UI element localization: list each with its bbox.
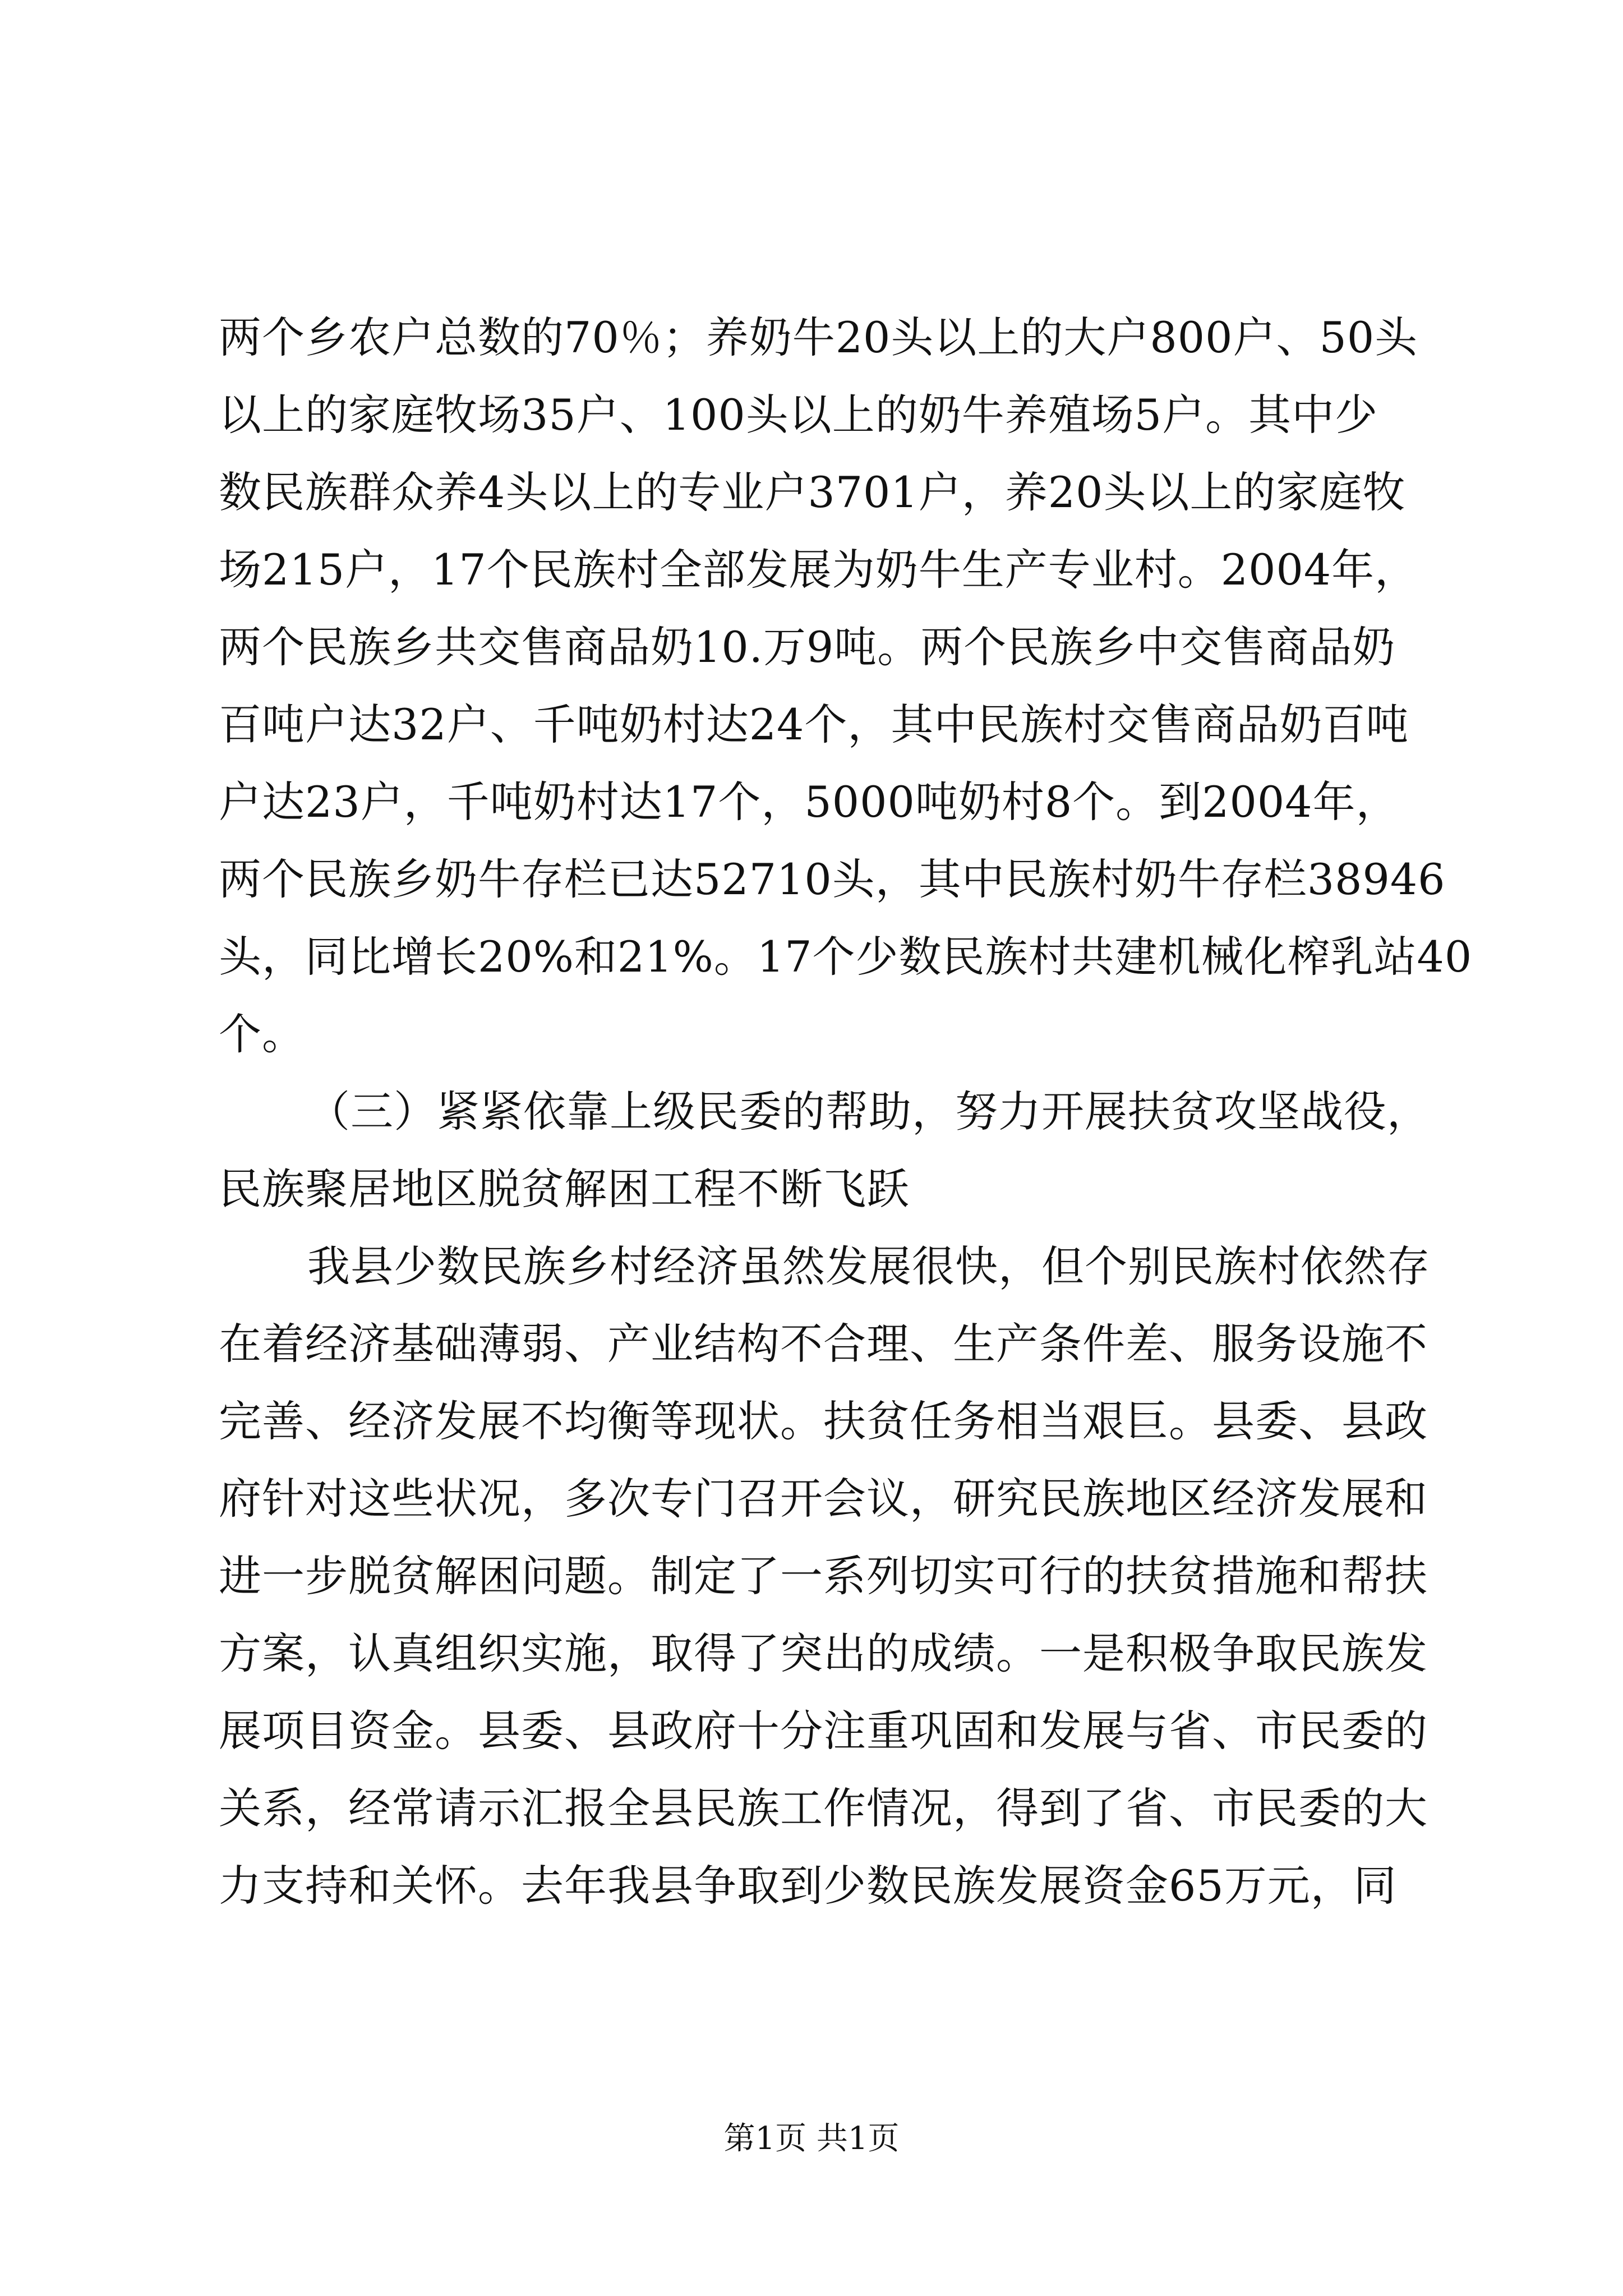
section-heading-continued: 民族聚居地区脱贫解困工程不断飞跃	[219, 1164, 910, 1214]
text-line: 百吨户达32户、千吨奶村达24个，其中民族村交售商品奶百吨	[219, 700, 1409, 749]
text-line: 关系，经常请示汇报全县民族工作情况，得到了省、市民委的大	[219, 1783, 1428, 1833]
text-line: 方案，认真组织实施，取得了突出的成绩。一是积极争取民族发	[219, 1628, 1428, 1678]
text-line: 两个乡农户总数的70％；养奶牛20头以上的大户800户、50头	[219, 312, 1418, 362]
paragraph-start-line: 我县少数民族乡村经济虽然发展很快，但个别民族村依然存	[307, 1241, 1430, 1291]
text-line: 在着经济基础薄弱、产业结构不合理、生产条件差、服务设施不	[219, 1319, 1428, 1369]
text-line: 两个民族乡共交售商品奶10.万9吨。两个民族乡中交售商品奶	[219, 622, 1396, 672]
text-line: 头，同比增长20%和21%。17个少数民族村共建机械化榨乳站40	[219, 932, 1473, 982]
text-line: 户达23户，千吨奶村达17个，5000吨奶村8个。到2004年，	[219, 777, 1399, 827]
text-line: 进一步脱贫解困问题。制定了一系列切实可行的扶贫措施和帮扶	[219, 1551, 1428, 1601]
text-line: 府针对这些状况，多次专门召开会议，研究民族地区经济发展和	[219, 1474, 1428, 1524]
text-line: 以上的家庭牧场35户、100头以上的奶牛养殖场5户。其中少	[219, 390, 1378, 440]
text-line: 力支持和关怀。去年我县争取到少数民族发展资金65万元，同	[219, 1861, 1397, 1911]
section-heading: （三）紧紧依靠上级民委的帮助，努力开展扶贫攻坚战役，	[307, 1087, 1430, 1137]
page-footer: 第1页 共1页	[723, 2120, 900, 2157]
text-line: 完善、经济发展不均衡等现状。扶贫任务相当艰巨。县委、县政	[219, 1396, 1428, 1446]
text-line: 数民族群众养4头以上的专业户3701户，养20头以上的家庭牧	[219, 467, 1406, 517]
text-line: 两个民族乡奶牛存栏已达52710头，其中民族村奶牛存栏38946	[219, 854, 1446, 904]
text-line: 个。	[219, 1009, 305, 1059]
text-line: 展项目资金。县委、县政府十分注重巩固和发展与省、市民委的	[219, 1706, 1428, 1756]
text-line: 场215户，17个民族村全部发展为奶牛生产专业村。2004年，	[219, 545, 1418, 595]
